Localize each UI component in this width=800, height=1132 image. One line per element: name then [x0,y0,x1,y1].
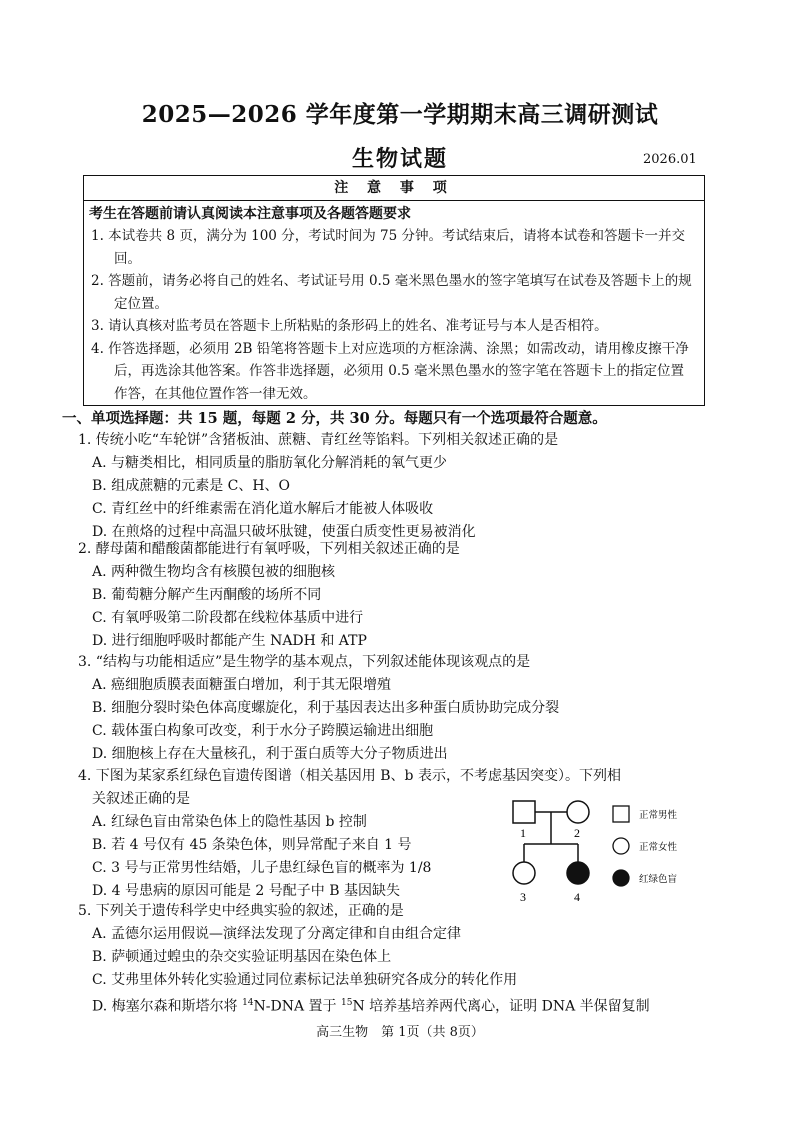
notice-item-1: 1. 本试卷共 8 页，满分为 100 分，考试时间为 75 分钟。考试结束后，请将本试卷和答题卡一并交回。 [91,228,685,267]
legend-colorblind-icon [613,870,629,886]
option-a: A. 孟德尔运用假说—演绎法发现了分离定律和自由组合定律 [92,926,462,942]
pedigree-diagram [498,797,618,907]
question-stem-line-1: 4. 下图为某家系红绿色盲遗传图谱（相关基因用 B、b 表示，不考虑基因突变）。下列相 [78,768,621,784]
question-3 [78,651,718,766]
option-a: A. 红绿色盲由常染色体上的隐性基因 b 控制 [92,814,367,830]
legend-colorblind-label: 红绿色盲 [639,874,678,885]
notice-heading: 注 意 事 项 [84,176,704,201]
page-footer: 高三生物 第 1页（共 8页） [316,1025,484,1040]
isotope-14-superscript: 14 [242,998,254,1008]
legend-normal-female-label: 正常女性 [639,842,678,853]
pedigree-legend [612,804,712,894]
question-5 [78,900,718,1015]
option-d: D. 4 号患病的原因可能是 2 号配子中 B 基因缺失 [92,883,400,899]
question-2 [78,538,718,653]
option-a: A. 癌细胞质膜表面糖蛋白增加，利于其无限增殖 [92,677,392,693]
question-stem-line-2: 关叙述正确的是 [92,791,190,807]
exam-title: 2025—2026 学年度第一学期期末高三调研测试 [141,101,659,128]
section-heading: 一、单项选择题：共 15 题，每题 2 分，共 30 分。每题只有一个选项最符合题意。 [62,410,607,427]
question-stem: 3. “结构与功能相适应”是生物学的基本观点，下列叙述能体现该观点的是 [78,654,531,670]
option-c: C. 艾弗里体外转化实验通过同位素标记法单独研究各成分的转化作用 [92,972,518,988]
notice-item-4: 4. 作答选择题，必须用 2B 铅笔将答题卡上对应选项的方框涂满、涂黑；如需改动，请用橡皮擦干净后，再选涂其他答案。作答非选择题，必须用 0.5 毫米黑色墨水的签字笔在答题卡上的指定位置作答，在其他位置作答一律无效。 [91,340,689,402]
option-d: D. 进行细胞呼吸时都能产生 NADH 和 ATP [92,633,367,649]
option-a: A. 与糖类相比，相同质量的脂肪氧化分解消耗的氧气更少 [92,455,448,471]
option-d-prefix: D. 梅塞尔森和斯塔尔将 [92,998,243,1015]
pedigree-label-3: 3 [520,890,526,904]
notice-item-3: 3. 请认真核对监考员在答题卡上所粘贴的条形码上的姓名、准考证号与本人是否相符。 [91,318,608,334]
exam-date: 2026.01 [643,152,697,167]
legend-normal-male-label: 正常男性 [639,810,678,821]
option-a: A. 两种微生物均含有核膜包被的细胞核 [92,564,336,580]
option-d [78,992,718,1015]
pedigree-individual-3 [513,862,535,884]
option-d: D. 在煎烙的过程中高温只破坏肽键，使蛋白质变性更易被消化 [92,524,476,540]
option-d-suffix: N 培养基培养两代离心，证明 DNA 半保留复制 [352,998,650,1015]
pedigree-individual-1 [513,801,535,823]
legend-normal-female-icon [613,838,629,854]
isotope-15-superscript: 15 [341,998,353,1008]
pedigree-label-4: 4 [574,890,580,904]
pedigree-label-2: 2 [574,826,580,840]
pedigree-label-1: 1 [520,826,526,840]
question-1 [78,429,718,544]
notice-requirement: 考生在答题前请认真阅读本注意事项及各题答题要求 [89,206,411,222]
option-b: B. 葡萄糖分解产生丙酮酸的场所不同 [92,587,322,603]
option-b: B. 若 4 号仅有 45 条染色体，则异常配子来自 1 号 [92,837,412,853]
option-d: D. 细胞核上存在大量核孔，利于蛋白质等大分子物质进出 [92,746,448,762]
exam-subtitle: 生物试题 [351,146,448,172]
option-b: B. 细胞分裂时染色体高度螺旋化，利于基因表达出多种蛋白质协助完成分裂 [92,700,560,716]
option-c: C. 青红丝中的纤维素需在消化道水解后才能被人体吸收 [92,501,434,517]
notice-box [83,175,705,406]
question-stem: 5. 下列关于遗传科学史中经典实验的叙述，正确的是 [78,903,404,919]
legend-normal-male-icon [613,806,629,822]
option-c: C. 载体蛋白构象可改变，利于水分子跨膜运输进出细胞 [92,723,434,739]
pedigree-individual-2 [567,801,589,823]
question-stem: 1. 传统小吃“车轮饼”含猪板油、蔗糖、青红丝等馅料。下列相关叙述正确的是 [78,432,559,448]
option-b: B. 组成蔗糖的元素是 C、H、O [92,478,291,494]
option-d-middle: N-DNA 置于 [253,998,341,1015]
notice-item-2: 2. 答题前，请务必将自己的姓名、考试证号用 0.5 毫米黑色墨水的签字笔填写在试卷及答题卡上的规定位置。 [91,273,692,312]
option-b: B. 萨顿通过蝗虫的杂交实验证明基因在染色体上 [92,949,392,965]
option-c: C. 3 号与正常男性结婚，儿子患红绿色盲的概率为 1/8 [92,860,432,876]
option-c: C. 有氧呼吸第二阶段都在线粒体基质中进行 [92,610,364,626]
question-stem: 2. 酵母菌和醋酸菌都能进行有氧呼吸，下列相关叙述正确的是 [78,541,460,557]
pedigree-individual-4 [567,862,589,884]
